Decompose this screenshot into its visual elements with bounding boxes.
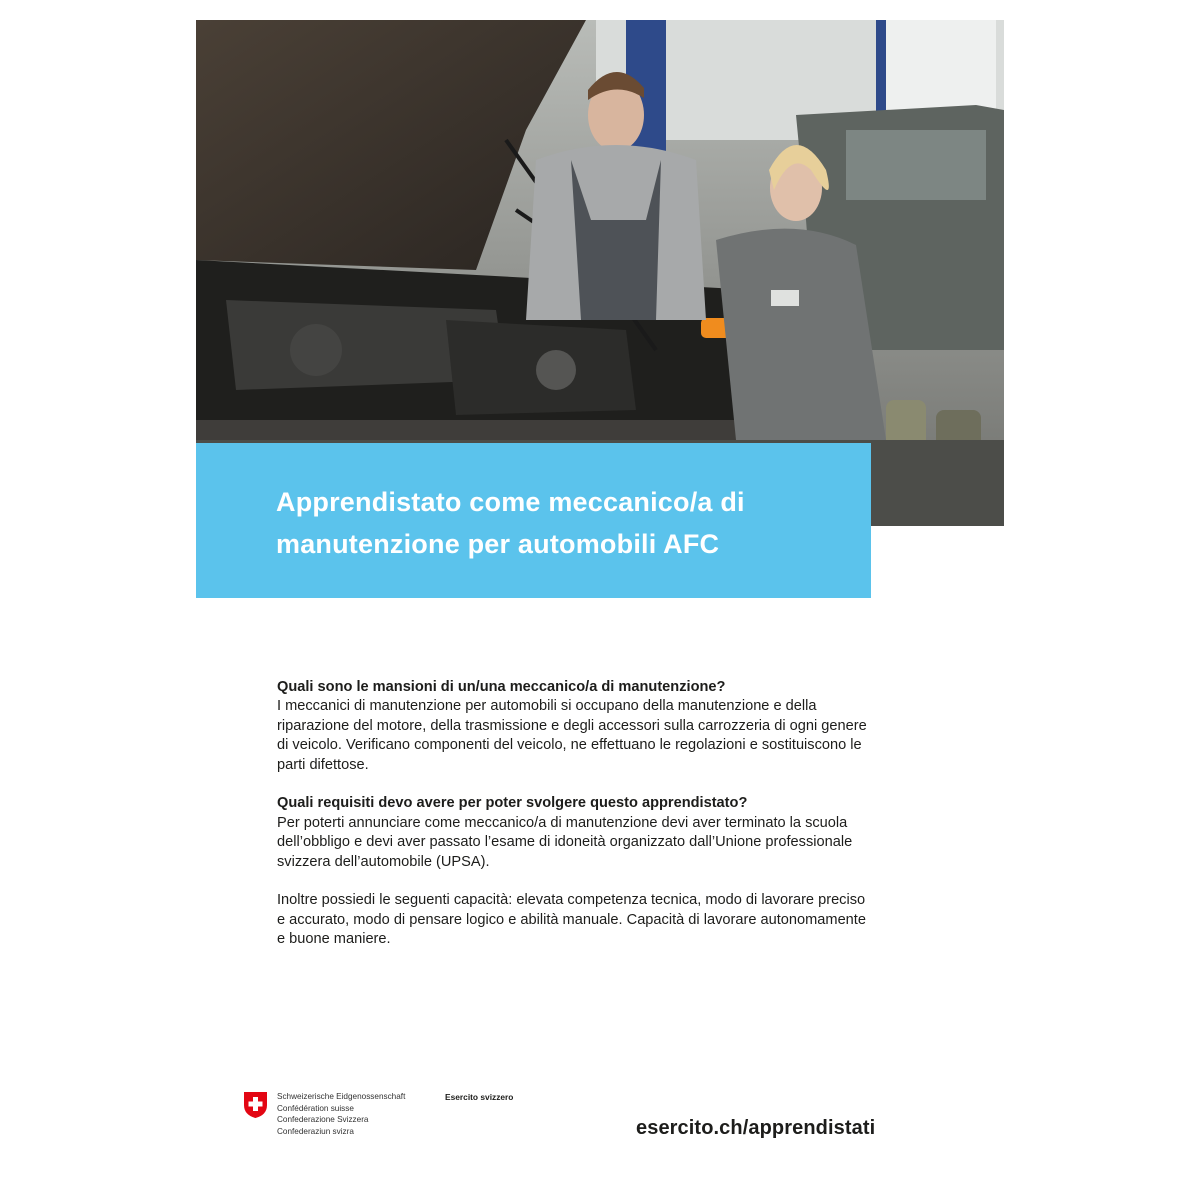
section-body-requirements: Per poterti annunciare come meccanico/a di manutenzione devi aver terminato la scuola dell’obbligo e devi aver passato l’esame di idoneità organizzato dall’Unione professionale svizzera dell’automobile (UPSA). <box>277 814 853 870</box>
page-title: Apprendistato come meccanico/a di manutenzione per automobili AFC <box>276 487 745 559</box>
confederation-name-it: Confederazione Svizzera <box>277 1115 369 1124</box>
section-heading-tasks: Quali sono le mansioni di un/una meccanico/a di manutenzione? <box>277 679 726 695</box>
confederation-names <box>277 1091 405 1137</box>
website-link[interactable]: esercito.ch/apprendistati <box>636 1117 876 1139</box>
title-banner <box>196 443 871 598</box>
swiss-shield-icon <box>243 1091 268 1119</box>
section-body-tasks: I meccanici di manutenzione per automobili si occupano della manutenzione e della riparazione del motore, della trasmissione e degli accessori sulla carrozzeria di ogni genere di veicolo. Verificano componenti del veicolo, ne effettuano le regolazioni e sostituiscono le parti difettose. <box>277 698 867 773</box>
confederation-name-fr: Confédération suisse <box>277 1103 354 1113</box>
content-body <box>277 678 877 969</box>
confederation-logo <box>243 1091 405 1137</box>
confederation-name-de: Schweizerische Eidgenossenschaft <box>277 1092 406 1101</box>
section-heading-requirements: Quali requisiti devo avere per poter svolgere questo apprendistato? <box>277 795 748 812</box>
section-body-skills: Inoltre possiedi le seguenti capacità: elevata competenza tecnica, modo di lavorare preciso e accurato, modo di pensare logico e abilità manuale. Capacità di lavorare autonomamente e buone maniere. <box>277 892 866 948</box>
confederation-name-rm: Confederaziun svizra <box>277 1126 354 1136</box>
department-name: Esercito svizzero <box>445 1092 514 1102</box>
